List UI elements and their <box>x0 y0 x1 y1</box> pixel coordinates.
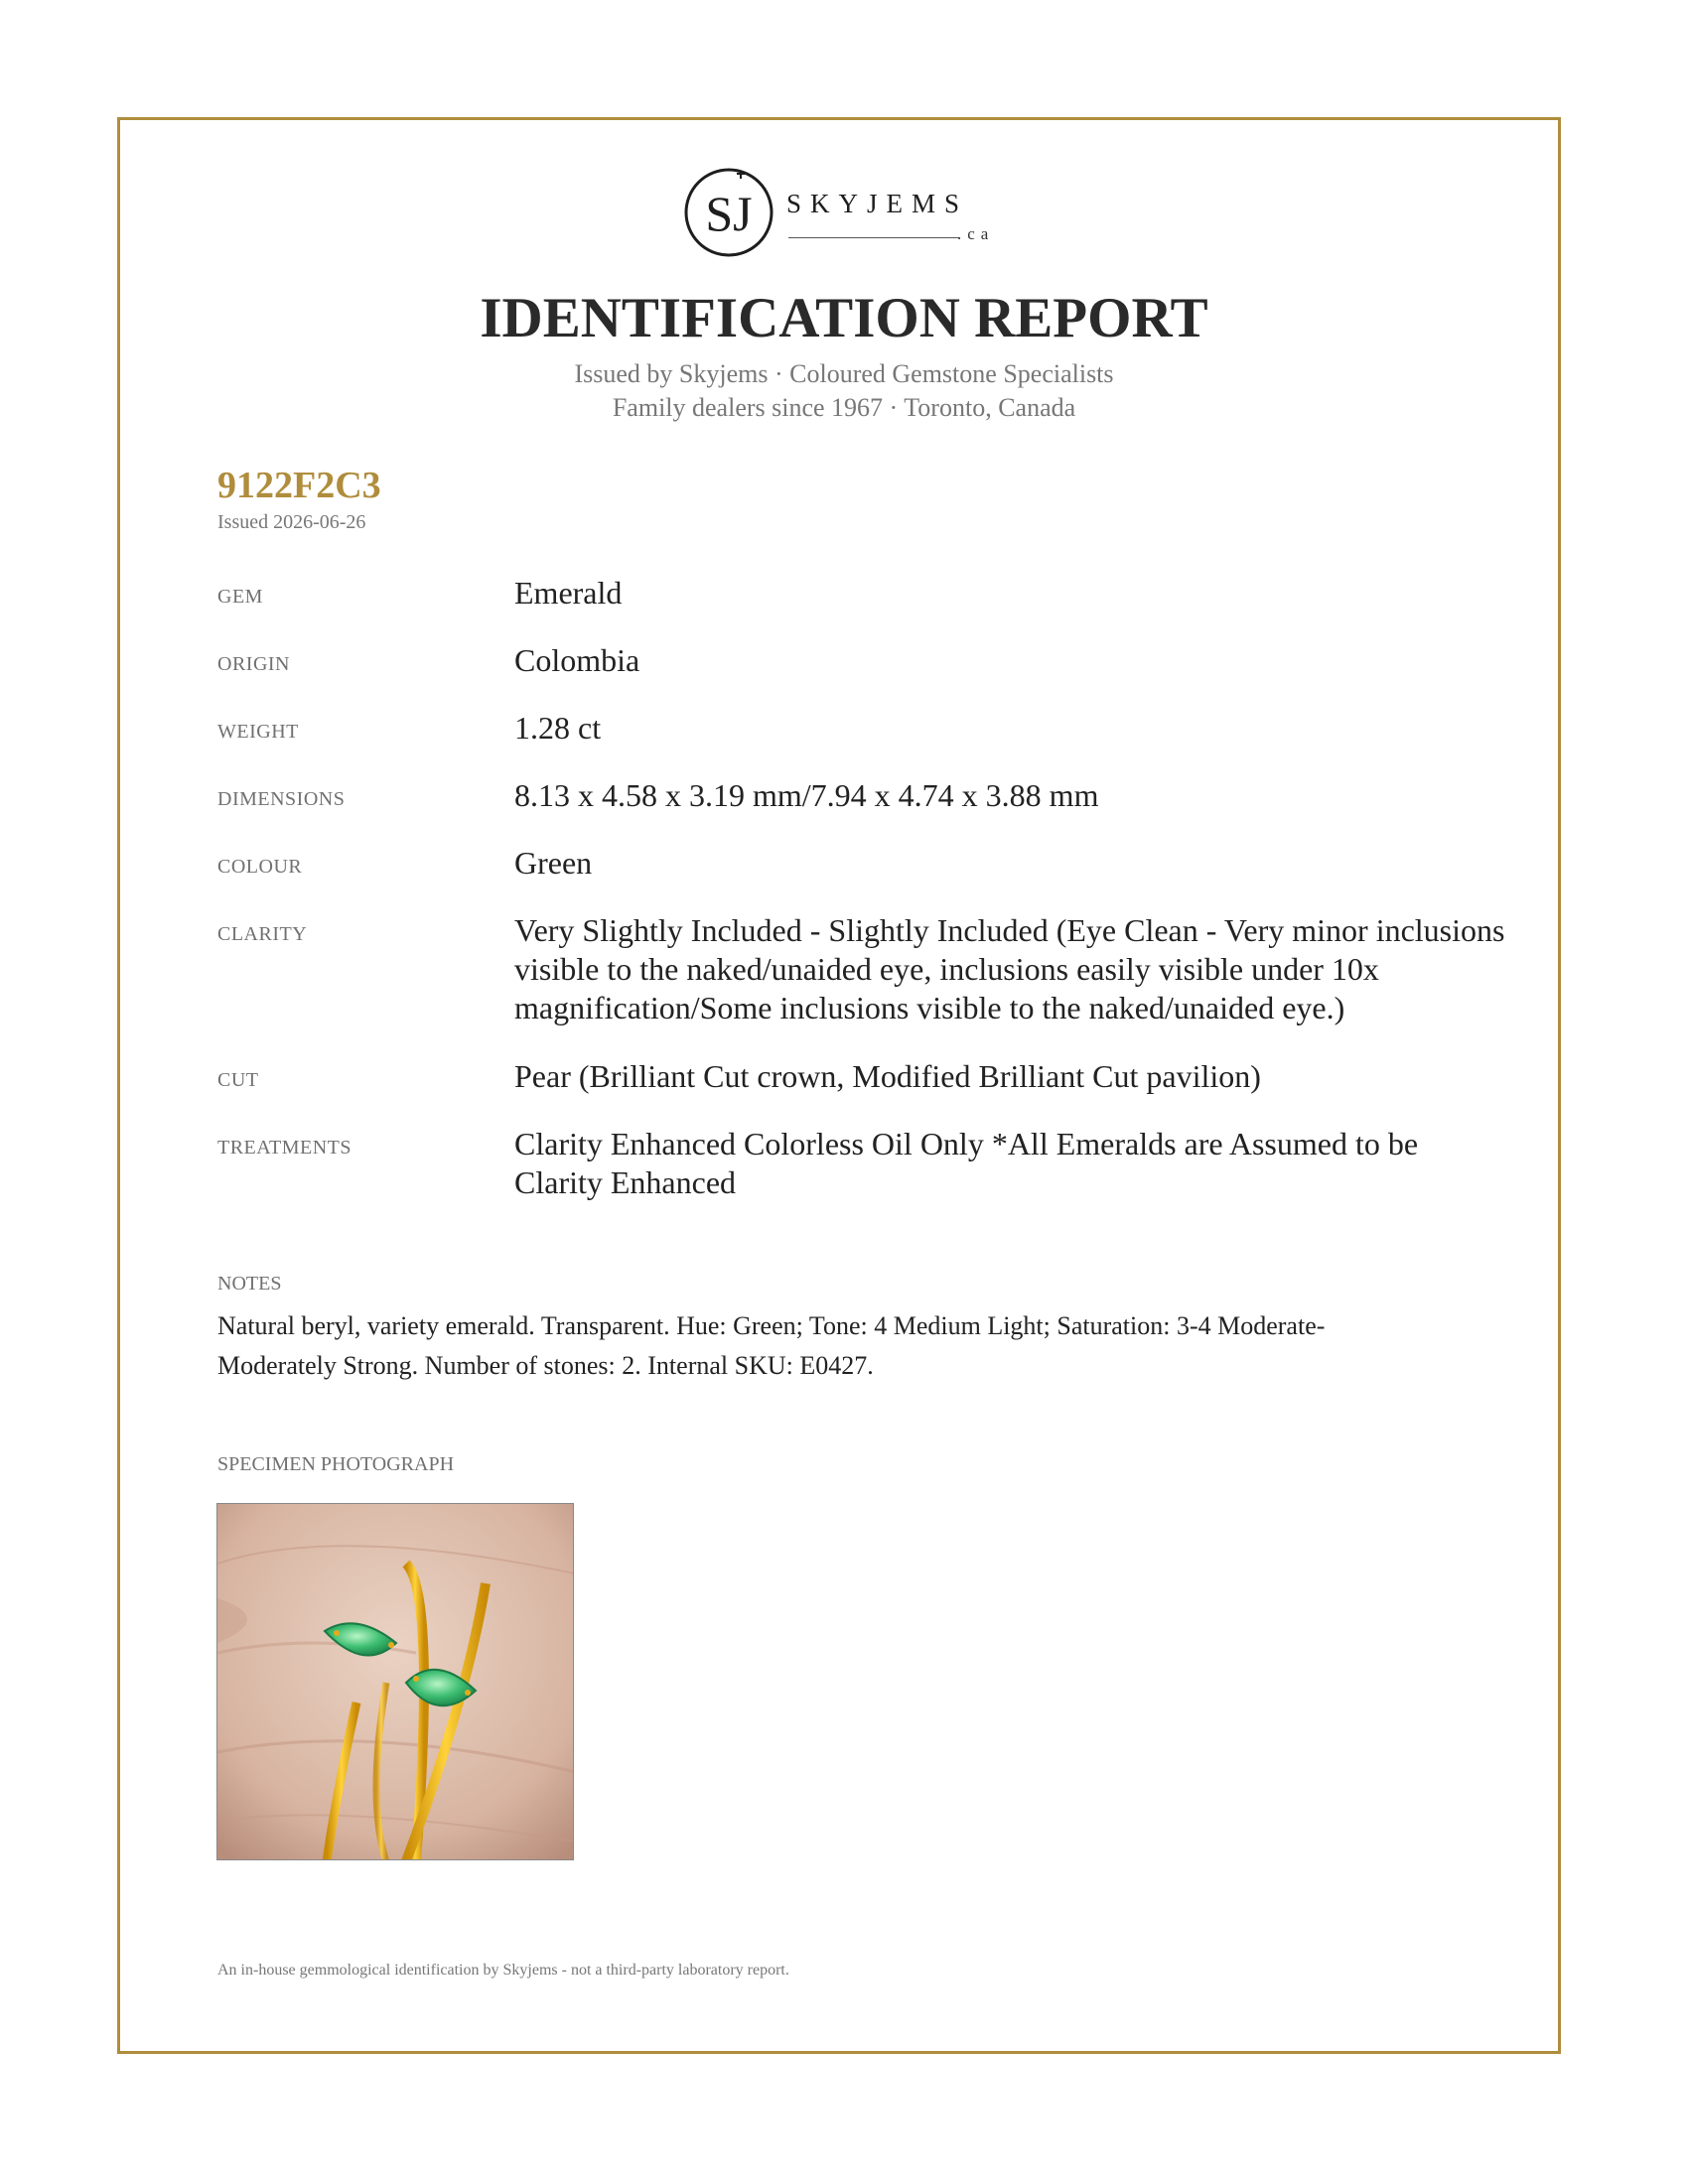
disclaimer-footer: An in-house gemmological identification by Skyjems - not a third-party laboratory report. <box>217 1962 789 1979</box>
treatments-value: Clarity Enhanced Colorless Oil Only *All Emeralds are Assumed to be Clarity Enhanced <box>514 1126 1419 1200</box>
issue-date: Issued 2026-06-26 <box>217 511 366 533</box>
report-id: 9122F2C3 <box>217 465 381 506</box>
emerald-rings-image <box>217 1504 574 1860</box>
dimensions-label: DIMENSIONS <box>217 788 346 810</box>
svg-text:SJ: SJ <box>705 186 753 241</box>
brand-wordmark: SKYJEMS <box>786 189 969 218</box>
skyjems-logo <box>683 165 1011 260</box>
issuer-line: Issued by Skyjems · Coloured Gemstone Specialists <box>574 359 1114 388</box>
report-title: IDENTIFICATION REPORT <box>480 287 1208 349</box>
origin-value: Colombia <box>514 642 640 678</box>
cut-label: CUT <box>217 1069 259 1091</box>
photo-label: SPECIMEN PHOTOGRAPH <box>217 1453 455 1475</box>
clarity-value: Very Slightly Included - Slightly Included (Eye Clean - Very minor inclusions visible to the naked/unaided eye, inclusions easily visible under 10x magnification/Some inclusions visible to the naked/unaided eye.) <box>514 912 1505 1025</box>
colour-label: COLOUR <box>217 856 303 878</box>
weight-label: WEIGHT <box>217 721 299 743</box>
cut-value: Pear (Brilliant Cut crown, Modified Brilliant Cut pavilion) <box>514 1058 1261 1094</box>
notes-label: NOTES <box>217 1273 282 1295</box>
gem-value: Emerald <box>514 575 623 611</box>
weight-value: 1.28 ct <box>514 710 602 746</box>
brand-tld: .ca <box>957 224 995 243</box>
sj-monogram-icon <box>683 165 774 260</box>
colour-value: Green <box>514 845 593 881</box>
clarity-label: CLARITY <box>217 923 308 945</box>
gem-label: GEM <box>217 586 263 608</box>
notes-text: Natural beryl, variety emerald. Transparent. Hue: Green; Tone: 4 Medium Light; Saturation: 3-4 Moderate-Moderately Strong. Number of stones: 2. Internal SKU: E0427. <box>217 1311 1326 1380</box>
dimensions-value: 8.13 x 4.58 x 3.19 mm/7.94 x 4.74 x 3.88 mm <box>514 777 1099 813</box>
origin-label: ORIGIN <box>217 653 290 675</box>
brand-rule <box>788 237 959 238</box>
treatments-label: TREATMENTS <box>217 1137 352 1159</box>
dealer-line: Family dealers since 1967 · Toronto, Canada <box>612 393 1076 422</box>
specimen-photo <box>216 1503 574 1860</box>
